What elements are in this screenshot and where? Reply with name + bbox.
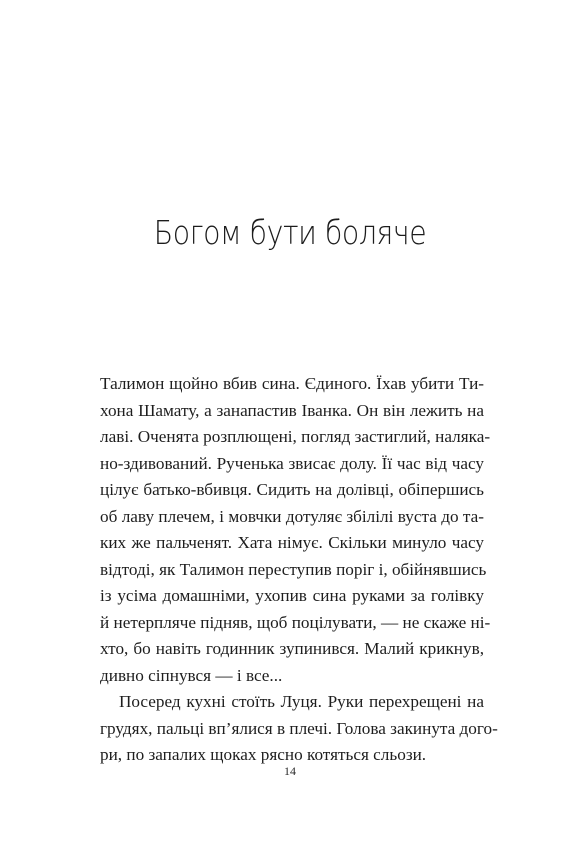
- text-line: ри, по запалих щоках рясно котяться сльози.: [100, 745, 427, 764]
- text-line: лаві. Оченята розплющені, погляд застиглий, наляка-: [100, 427, 491, 446]
- text-line: відтоді, як Талимон переступив поріг і, обійнявшись: [100, 559, 487, 579]
- text-line: із усіма домашніми, ухопив сина руками за голівку: [100, 586, 484, 605]
- text-line: грудях, пальці вп’ялися в плечі. Голова закинута дого-: [100, 718, 498, 738]
- text-line: Посеред кухні стоїть Луця. Руки перехрещені на: [119, 692, 484, 711]
- text-line: хона Шамату, а занапастив Іванка. Он він лежить на: [100, 400, 484, 420]
- text-line: ких же пальченят. Хата німує. Скільки минуло часу: [100, 533, 484, 552]
- text-line: цілує батько-вбивця. Сидить на долівці, обіпершись: [100, 480, 484, 499]
- text-line: Талимон щойно вбив сина. Єдиного. Їхав убити Ти-: [100, 374, 484, 393]
- text-line: хто, бо навіть годинник зупинився. Малий крикнув,: [100, 639, 484, 658]
- paragraph-1: [100, 371, 491, 689]
- text-line: но-здивований. Рученька звисає долу. Її час від часу: [100, 453, 484, 473]
- text-line: дивно сіпнувся — і все...: [100, 665, 283, 685]
- text-line: об лаву плечем, і мовчки дотуляє збілілі вуста до та-: [100, 506, 484, 526]
- paragraph-2: [100, 689, 498, 769]
- body-text: [100, 371, 498, 769]
- chapter-title: Богом бути боляче: [153, 213, 427, 252]
- text-line: й нетерпляче підняв, щоб поцілувати, — не скаже ні-: [100, 612, 491, 632]
- page-number: 14: [284, 764, 296, 778]
